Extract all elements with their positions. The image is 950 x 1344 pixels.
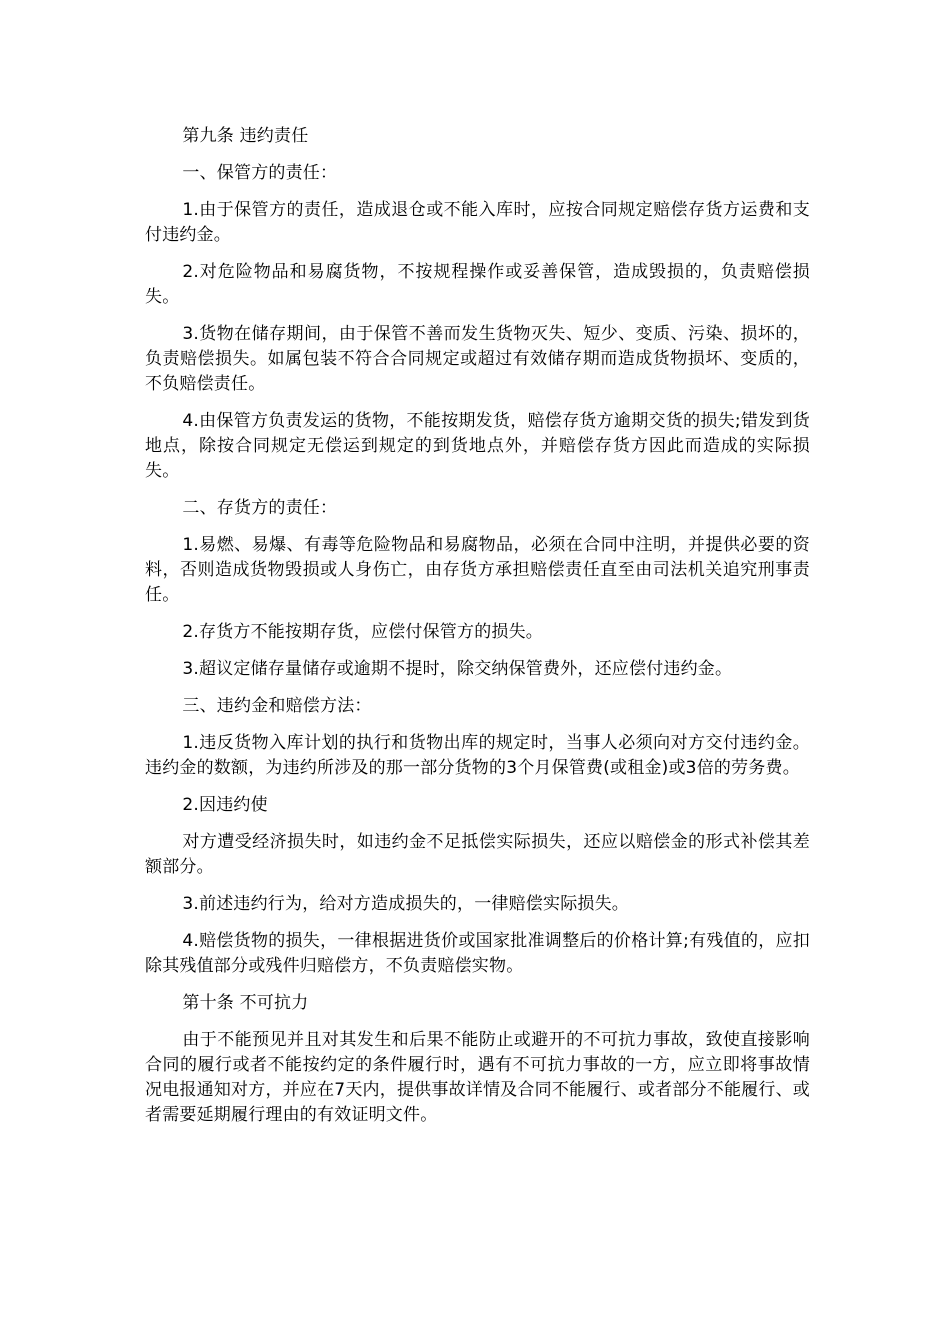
document-body — [145, 124, 810, 1140]
clause-paragraph: 4.由保管方负责发运的货物，不能按期发货，赔偿存货方逾期交货的损失;错发到货地点，除按合同规定无偿运到规定的到货地点外，并赔偿存货方因此而造成的实际损失。 — [145, 411, 810, 481]
section-heading: 三、违约金和赔偿方法： — [182, 696, 372, 716]
section-heading: 一、保管方的责任： — [182, 163, 338, 183]
clause-paragraph: 1.违反货物入库计划的执行和货物出库的规定时，当事人必须向对方交付违约金。违约金的数额，为违约所涉及的那一部分货物的3个月保管费(或租金)或3倍的劳务费。 — [145, 733, 810, 778]
clause-paragraph: 1.易燃、易爆、有毒等危险物品和易腐物品，必须在合同中注明，并提供必要的资料，否则造成货物毁损或人身伤亡，由存货方承担赔偿责任直至由司法机关追究刑事责任。 — [145, 535, 810, 605]
clause-paragraph: 2.因违约使 — [182, 795, 268, 815]
clause-paragraph: 1.由于保管方的责任，造成退仓或不能入库时，应按合同规定赔偿存货方运费和支付违约金。 — [145, 200, 810, 245]
clause-paragraph: 2.对危险物品和易腐货物，不按规程操作或妥善保管，造成毁损的，负责赔偿损失。 — [145, 262, 810, 307]
clause-paragraph: 2.存货方不能按期存货，应偿付保管方的损失。 — [182, 622, 544, 642]
clause-paragraph: 3.前述违约行为，给对方造成损失的，一律赔偿实际损失。 — [182, 894, 630, 914]
article-heading: 第十条 不可抗力 — [182, 993, 309, 1013]
clause-paragraph: 4.赔偿货物的损失，一律根据进货价或国家批准调整后的价格计算;有残值的，应扣除其残值部分或残件归赔偿方，不负责赔偿实物。 — [145, 931, 810, 976]
section-heading: 二、存货方的责任： — [182, 498, 338, 518]
clause-paragraph: 3.超议定储存量储存或逾期不提时，除交纳保管费外，还应偿付违约金。 — [182, 659, 733, 679]
clause-paragraph: 对方遭受经济损失时，如违约金不足抵偿实际损失，还应以赔偿金的形式补偿其差额部分。 — [145, 832, 810, 877]
clause-paragraph: 由于不能预见并且对其发生和后果不能防止或避开的不可抗力事故，致使直接影响合同的履行或者不能按约定的条件履行时，遇有不可抗力事故的一方，应立即将事故情况电报通知对方，并应在7天内，提供事故详情及合同不能履行、或者部分不能履行、或者需要延期履行理由的有效证明文件。 — [145, 1030, 810, 1125]
clause-paragraph: 3.货物在储存期间，由于保管不善而发生货物灭失、短少、变质、污染、损坏的，负责赔偿损失。如属包装不符合合同规定或超过有效储存期而造成货物损坏、变质的，不负赔偿责任。 — [145, 324, 810, 394]
article-heading: 第九条 违约责任 — [182, 126, 309, 146]
